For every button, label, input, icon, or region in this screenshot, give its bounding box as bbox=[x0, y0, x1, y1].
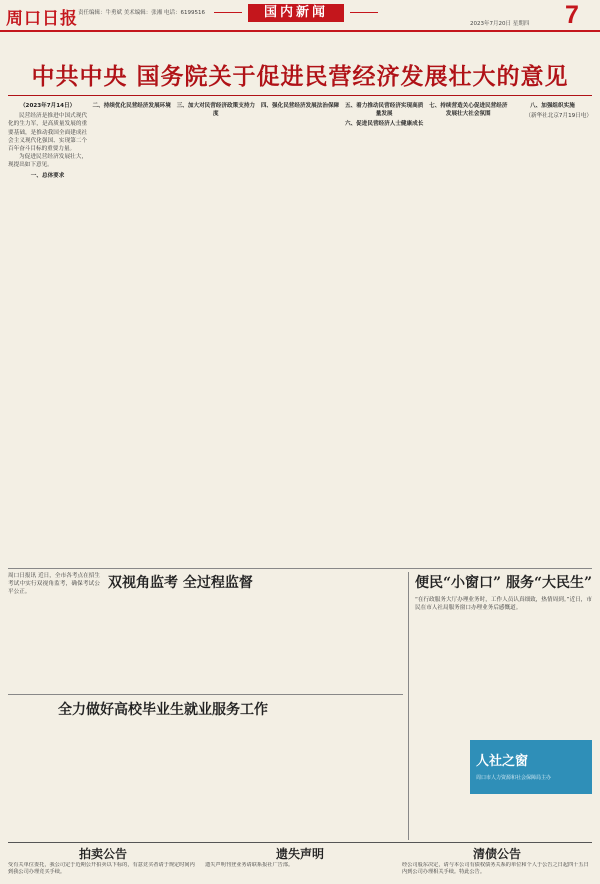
story-body bbox=[415, 596, 592, 726]
article-subheading: 八、加强组织实施 bbox=[530, 103, 575, 109]
badge-title: 人社之窗 bbox=[476, 754, 529, 769]
notice-debt bbox=[402, 845, 592, 881]
article-subheading: 二、持续优化民营经济发展环境 bbox=[92, 103, 171, 109]
main-headline: 中共中央 国务院关于促进民营经济发展壮大的意见 bbox=[31, 63, 569, 90]
article-dateline: （2023年7月14日） bbox=[19, 103, 76, 109]
column-badge bbox=[470, 740, 592, 794]
article-subheading: 六、促进民营经济人士健康成长 bbox=[344, 121, 424, 128]
page-header bbox=[0, 0, 600, 32]
notice-body: 经公司股东决定，请与本公司有债权债务关系的单位和个人于公告之日起四十五日内到公司办理相关手续。特此公告。 bbox=[402, 862, 589, 875]
article-signature: （新华社北京7月19日电） bbox=[525, 113, 592, 120]
issue-date: 2023年7月20日 星期四 bbox=[470, 21, 530, 27]
story-title: 双视角监考 全过程监督 bbox=[108, 575, 253, 591]
article-body bbox=[8, 100, 592, 565]
section-name: 国内新闻 bbox=[248, 4, 344, 22]
article-subheading: 四、强化民营经济发展法治保障 bbox=[260, 103, 340, 109]
notice-auction bbox=[8, 845, 198, 881]
notice-lost bbox=[205, 845, 395, 881]
story-lead: “在行政服务大厅办理业务时，工作人员认真细致，热情周到。”近日，市民在市人社局服务窗口办理业务后感慨道。 bbox=[415, 597, 592, 612]
notice-body: 遗失声明刊登业务请联系报社广告部。 bbox=[205, 862, 294, 868]
article-subheading: 七、持续营造关心促进民营经济发展壮大社会氛围 bbox=[429, 103, 508, 118]
notice-body: 受有关单位委托，我公司定于近期公开拍卖以下标的，有意竞买者请于规定时间内到我公司办理竞买手续。 bbox=[8, 862, 195, 875]
notices-divider bbox=[8, 842, 592, 843]
notice-title: 清债公告 bbox=[472, 847, 521, 861]
article-subheading: 三、加大对民营经济政策支持力度 bbox=[176, 103, 256, 118]
notice-title: 遗失声明 bbox=[275, 847, 324, 861]
article-column-4 bbox=[260, 100, 339, 565]
article-column-7 bbox=[513, 100, 592, 565]
page-number: 7 bbox=[565, 1, 579, 29]
news-story-exam bbox=[8, 572, 403, 690]
story-title: 全力做好高校毕业生就业服务工作 bbox=[58, 702, 268, 718]
story-lead: 周口日报讯 近日，全市各考点在招生考试中实行双视角监考，确保考试公平公正。 bbox=[8, 573, 100, 596]
article-column-2 bbox=[92, 100, 171, 565]
service-story bbox=[408, 572, 592, 840]
article-column-1 bbox=[8, 100, 87, 565]
newspaper-logo: 周口日报 bbox=[6, 9, 78, 29]
story-title: 便民“小窗口” 服务“大民生” bbox=[415, 575, 593, 591]
news-story-employment bbox=[8, 694, 403, 840]
section-divider bbox=[8, 568, 592, 569]
article-subheading: 一、总体要求 bbox=[30, 172, 65, 179]
article-paragraph: 为促进民营经济发展壮大，现提出如下意见。 bbox=[8, 154, 88, 169]
badge-subtitle: 周口市人力资源和社会保障局主办 bbox=[476, 775, 552, 781]
headline-rule bbox=[8, 95, 592, 96]
article-column-5 bbox=[345, 100, 424, 565]
article-subheading: 五、着力推动民营经济实现高质量发展 bbox=[344, 103, 424, 118]
article-column-6 bbox=[429, 100, 508, 565]
article-column-3 bbox=[176, 100, 255, 565]
editor-credits: 责任编辑：牛勇斌 美术编辑：张湘 电话：6199516 bbox=[78, 10, 205, 16]
notice-title: 拍卖公告 bbox=[78, 847, 127, 861]
article-paragraph: 民营经济是推进中国式现代化的生力军，是高质量发展的重要基础，是推动我国全面建成社会主义现代化强国、实现第二个百年奋斗目标的重要力量。 bbox=[8, 113, 88, 153]
